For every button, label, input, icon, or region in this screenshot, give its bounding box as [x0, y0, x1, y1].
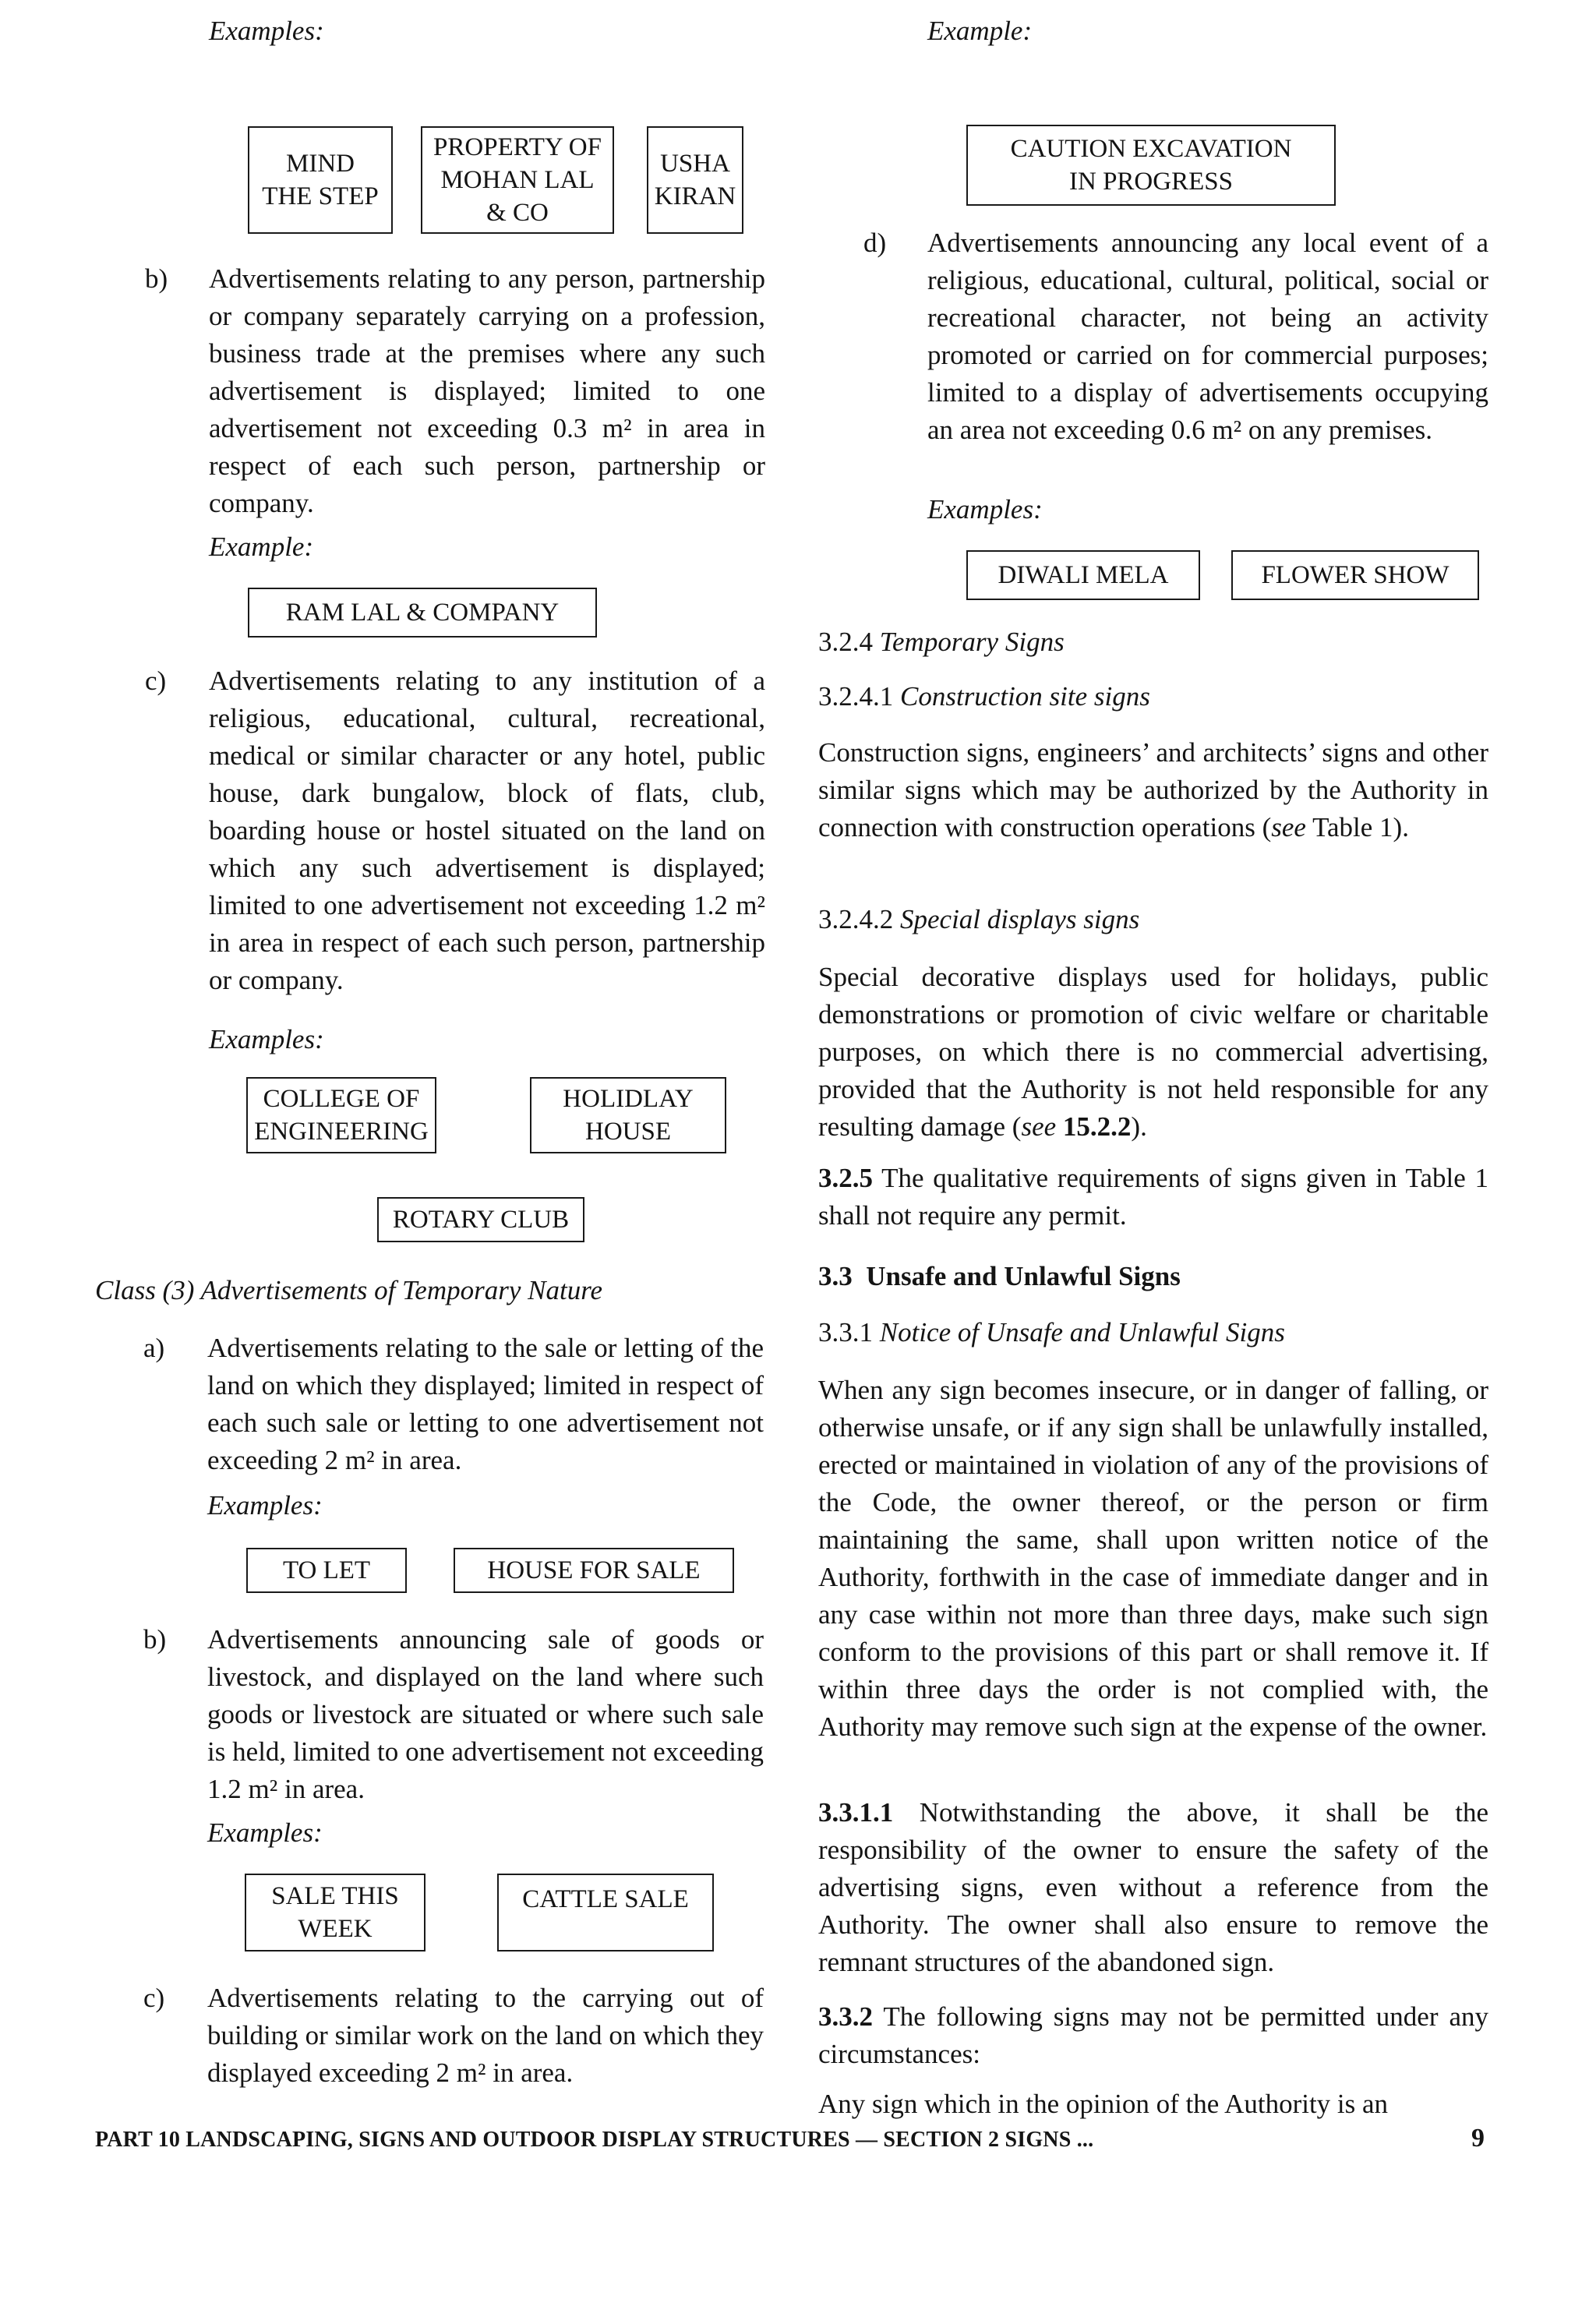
sign-to-let: TO LET: [246, 1548, 407, 1593]
item-3c-text: Advertisements relating to the carrying out of building or similar work on the land on which they displayed exceeding 2 m² in area.: [207, 1983, 764, 2088]
item-d-text: Advertisements announcing any local event of a religious, educational, cultural, political, social or recreational character, not being an activity promoted or carried on for commercial purposes; limited to a display of advertisements occupying an area not exceeding 0.6 m² on any premises.: [927, 228, 1488, 445]
sign-flower-show: FLOWER SHOW: [1231, 550, 1479, 600]
section-3-3-1-1: 3.3.1.1 Notwithstanding the above, it shall be the responsibility of the owner to ensure the safety of the advertising signs, even without a reference from the Authority. The owner shall also ensure to remove the remnant structures of the abandoned sign.: [818, 1797, 1488, 1977]
list-item-c: c) Advertisements relating to any institution of a religious, educational, cultural, recreational, medical or similar character or any hotel, public house, dark bungalow, block of flats, club, boarding house or hostel situated on the land on which any such advertisement is displayed; limited to one advertisement not exceeding 1.2 m² in area in respect of each such person, partnership or company.: [209, 662, 765, 999]
page-number: 9: [1471, 2124, 1485, 2153]
example-label: Example:: [927, 16, 1033, 46]
item-3b-text: Advertisements announcing sale of goods or livestock, and displayed on the land where such goods or livestock are situated or where such sale is held, limited to one advertisement not exceeding 1.2 m² in area.: [207, 1624, 764, 1804]
sign-college-of-engineering: COLLEGE OF ENGINEERING: [246, 1077, 436, 1153]
section-3-3-heading: 3.3 Unsafe and Unlawful Signs: [818, 1261, 1181, 1291]
sign-property-of-mohan-lal: PROPERTY OF MOHAN LAL & CO: [421, 126, 614, 234]
section-3-2-4-1-text: Construction signs, engineers’ and architects’ signs and other similar signs which may be authorized by the Authority in connection with construction operations (see Table 1).: [818, 737, 1488, 842]
class-3-heading: Class (3) Advertisements of Temporary Nature: [95, 1275, 603, 1305]
sign-cattle-sale: CATTLE SALE: [497, 1874, 714, 1951]
section-3-3-2-text: Any sign which in the opinion of the Authority is an: [818, 2089, 1389, 2119]
list-item-3a: a) Advertisements relating to the sale or letting of the land on which they displayed; limited in respect of each such sale or letting to one advertisement not exceeding 2 m² in area.: [207, 1330, 764, 1479]
item-c-text: Advertisements relating to any institution of a religious, educational, cultural, recreational, medical or similar character or any hotel, public house, dark bungalow, block of flats, club, boarding house or hostel situated on the land on which any such advertisement is displayed; limited to one advertisement not exceeding 1.2 m² in area in respect of each such person, partnership or company.: [209, 666, 765, 995]
section-3-3-2: 3.3.2 The following signs may not be permitted under any circumstances:: [818, 2001, 1488, 2069]
examples-label: Examples:: [209, 1024, 324, 1054]
section-3-3-1-heading: 3.3.1 Notice of Unsafe and Unlawful Signs: [818, 1317, 1285, 1348]
list-item-3b: b) Advertisements announcing sale of goods or livestock, and displayed on the land where such goods or livestock are situated or where such sale is held, limited to one advertisement not exceeding 1.2 m² in area.: [207, 1621, 764, 1808]
section-3-2-5: 3.2.5 The qualitative requirements of signs given in Table 1 shall not require any permit.: [818, 1163, 1489, 1231]
section-3-3-1-text: When any sign becomes insecure, or in danger of falling, or otherwise unsafe, or if any sign shall be unlawfully installed, erected or maintained in violation of any of the provisions of the Code, the owner thereof, or the person or firm maintaining the same, shall upon written notice of the Authority, forthwith in the case of immediate danger and in any case within not more than three days, make such sign conform to the provisions of this part or shall remove it. If within three days the order is not complied with, the Authority may remove such sign at the expense of the owner.: [818, 1375, 1488, 1742]
sign-mind-the-step: MIND THE STEP: [248, 126, 393, 234]
list-item-d: d) Advertisements announcing any local event of a religious, educational, cultural, political, social or recreational character, not being an activity promoted or carried on for commercial purposes; limited to a display of advertisements occupying an area not exceeding 0.6 m² on any premises.: [927, 224, 1488, 449]
section-3-2-4-2-text: Special decorative displays used for holidays, public demonstrations or promotion of civic welfare or charitable purposes, on which there is no commercial advertising, provided that the Authority is not held responsible for any resulting damage (see 15.2.2).: [818, 962, 1488, 1142]
sign-usha-kiran: USHA KIRAN: [647, 126, 743, 234]
example-label: Example:: [209, 532, 314, 562]
sign-sale-this-week: SALE THIS WEEK: [245, 1874, 425, 1951]
sign-caution-excavation: CAUTION EXCAVATION IN PROGRESS: [966, 125, 1336, 206]
examples-label: Examples:: [209, 16, 324, 46]
examples-label: Examples:: [207, 1490, 323, 1521]
list-item-3c: c) Advertisements relating to the carrying out of building or similar work on the land on which they displayed exceeding 2 m² in area.: [207, 1980, 764, 2092]
sign-holidlay-house: HOLIDLAY HOUSE: [530, 1077, 726, 1153]
examples-label: Examples:: [207, 1817, 323, 1848]
list-item-b: b) Advertisements relating to any person, partnership or company separately carrying on a profession, business trade at the premises where any such advertisement is displayed; limited to one advertisement not exceeding 0.3 m² in area in respect of each such person, partnership or company.: [209, 260, 765, 522]
sign-ram-lal-company: RAM LAL & COMPANY: [248, 588, 597, 638]
item-b-text: Advertisements relating to any person, partnership or company separately carrying on a profession, business trade at the premises where any such advertisement is displayed; limited to one advertisement not exceeding 0.3 m² in area in respect of each such person, partnership or company.: [209, 263, 765, 518]
sign-rotary-club: ROTARY CLUB: [377, 1197, 584, 1242]
sign-house-for-sale: HOUSE FOR SALE: [454, 1548, 734, 1593]
page-footer: PART 10 LANDSCAPING, SIGNS AND OUTDOOR DISPLAY STRUCTURES — SECTION 2 SIGNS ...: [95, 2128, 1094, 2152]
section-3-2-4-1-heading: 3.2.4.1 Construction site signs: [818, 681, 1150, 712]
item-3a-text: Advertisements relating to the sale or letting of the land on which they displayed; limited in respect of each such sale or letting to one advertisement not exceeding 2 m² in area.: [207, 1333, 764, 1475]
section-3-2-4-2-heading: 3.2.4.2 Special displays signs: [818, 904, 1140, 934]
section-3-2-4-heading: 3.2.4 Temporary Signs: [818, 627, 1065, 657]
sign-diwali-mela: DIWALI MELA: [966, 550, 1200, 600]
examples-label: Examples:: [927, 494, 1043, 525]
